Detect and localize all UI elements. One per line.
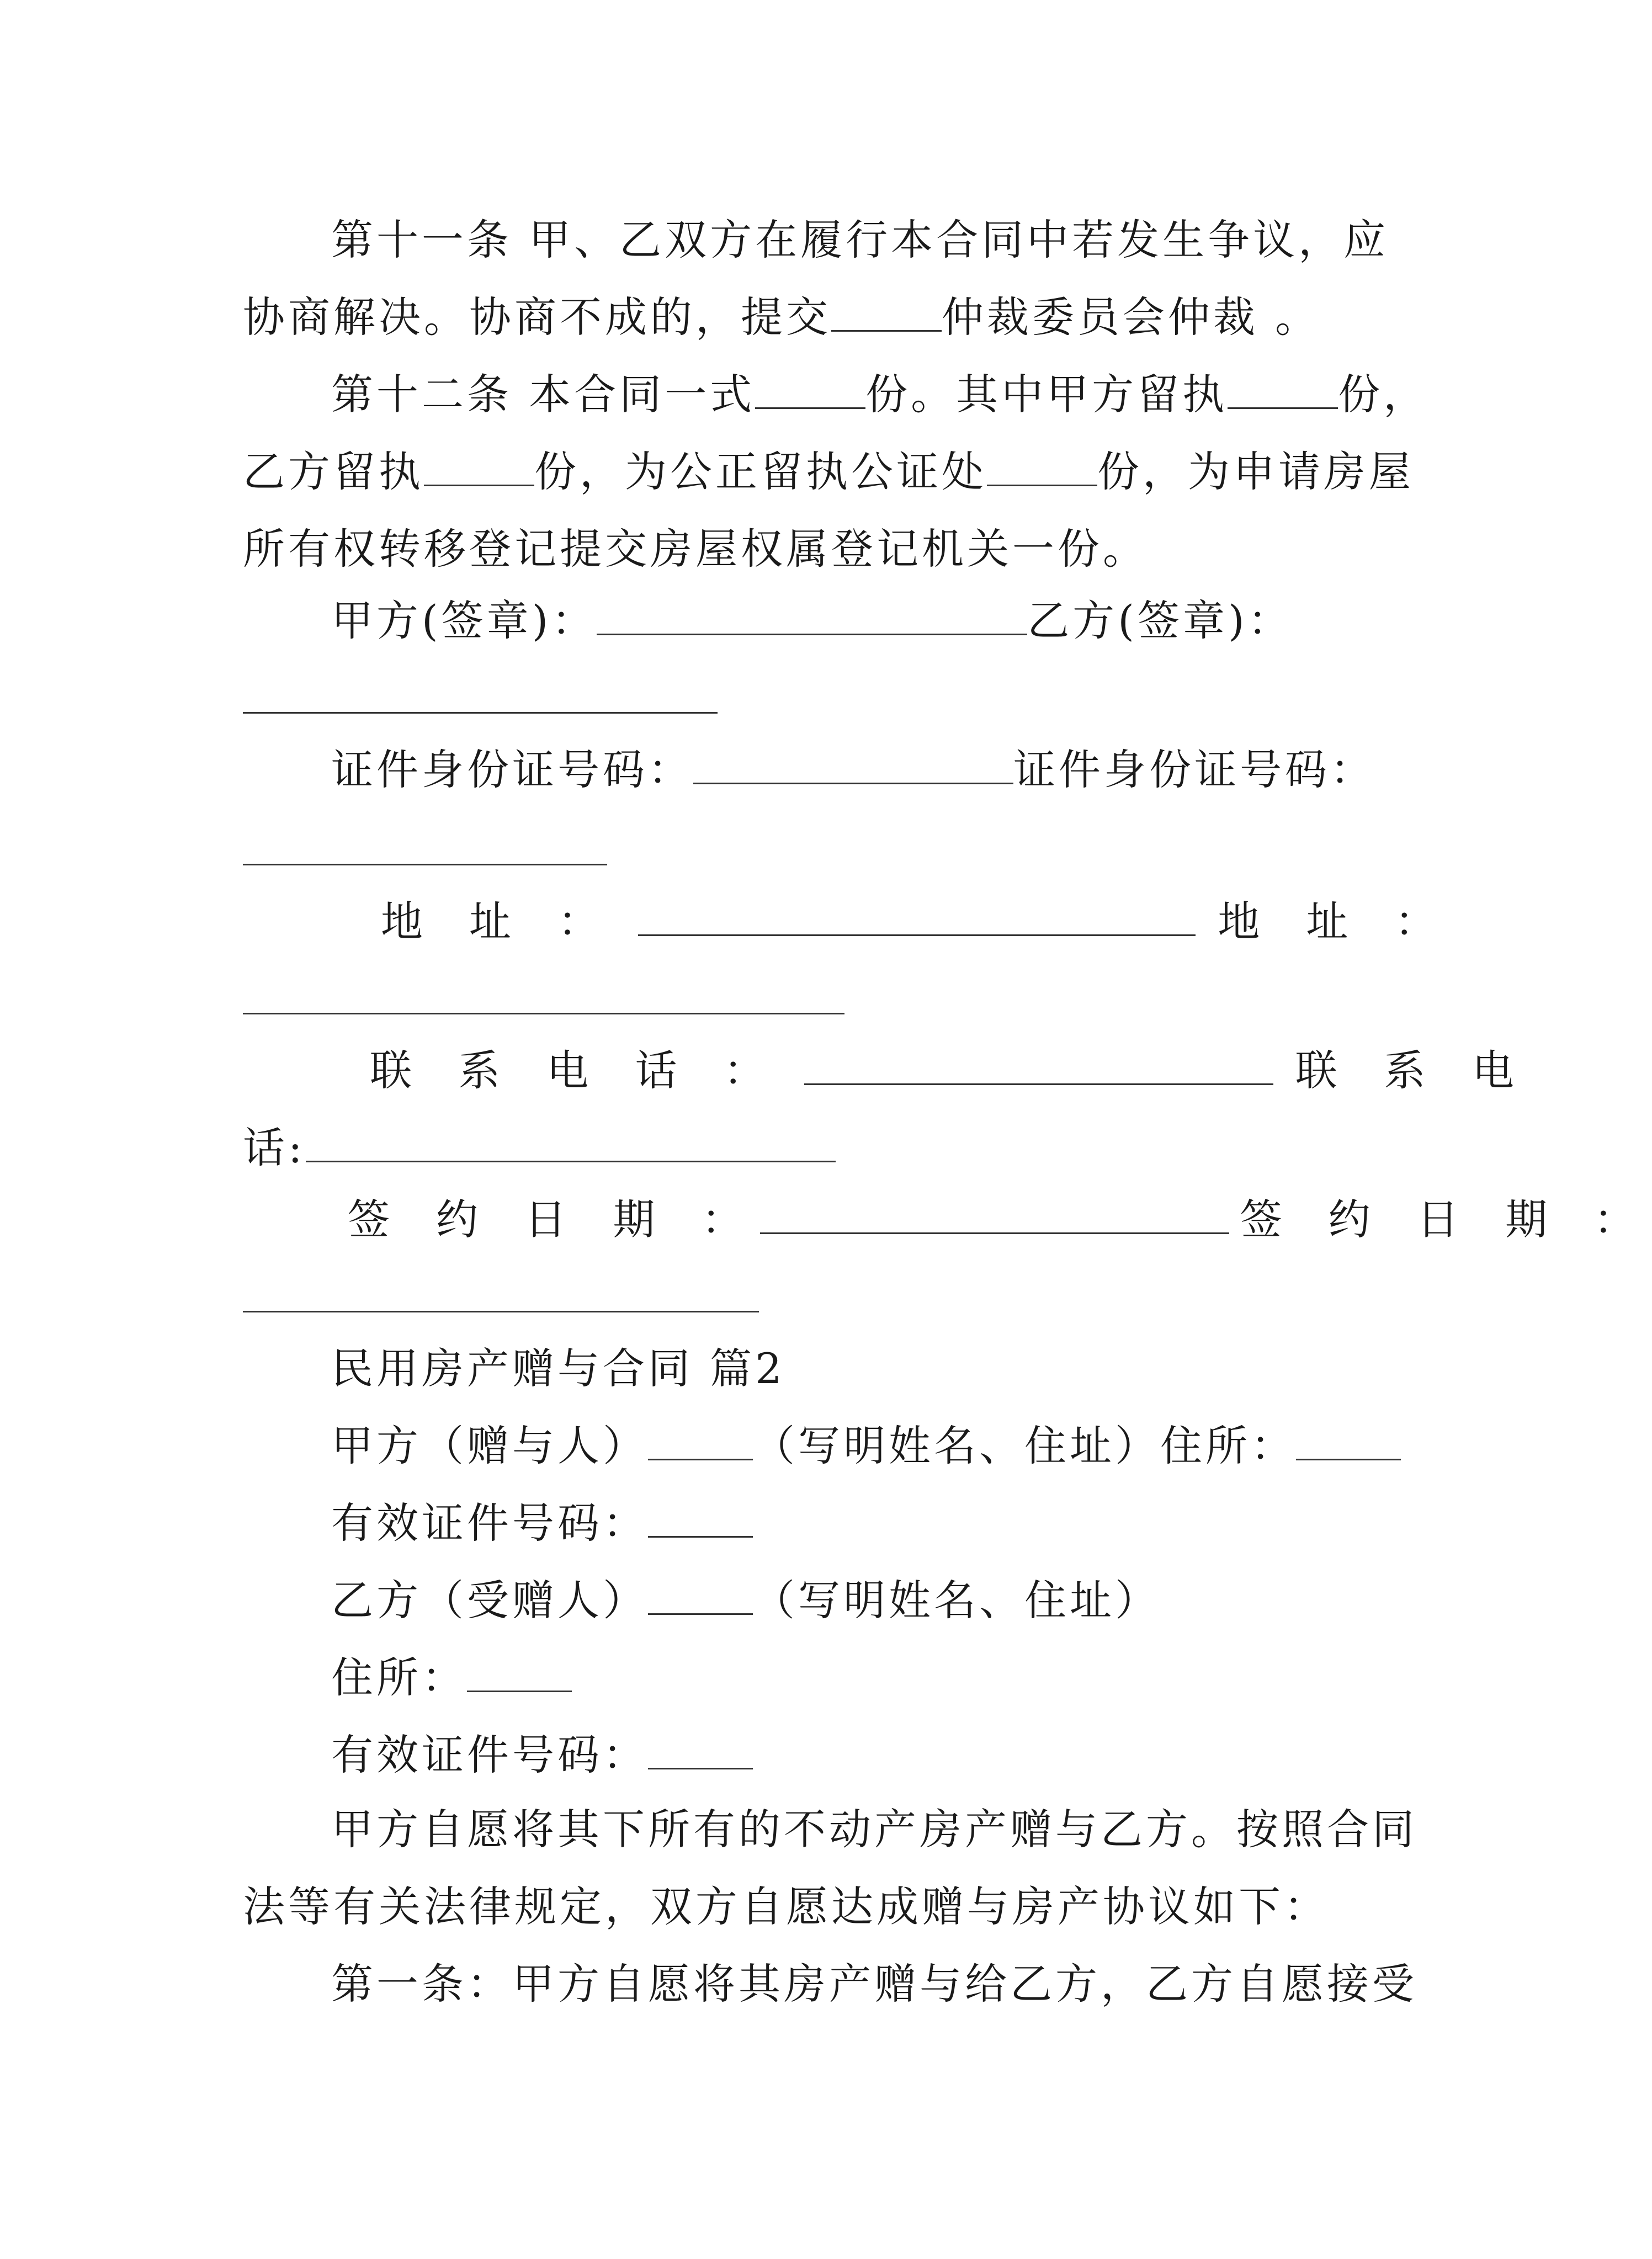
text: 甲方（赠与人）	[331, 1421, 648, 1470]
text: 民用房产赠与合同 篇2	[331, 1344, 785, 1393]
intro-line-2	[243, 1879, 1358, 1934]
text: （写明姓名、住址）	[753, 1576, 1160, 1625]
intro-line-1	[331, 1802, 1417, 1857]
fill-blank[interactable]	[831, 291, 942, 332]
donee-id-line	[331, 1728, 1358, 1783]
article-12-line-1	[331, 367, 1429, 422]
article-11-line-2	[243, 290, 1358, 345]
party-a-address-label: 地 址 ：	[381, 897, 617, 946]
text: 协商解决。协商不成的，提交	[243, 293, 831, 342]
fill-blank[interactable]	[424, 446, 534, 486]
text: （写明姓名、住址）住所：	[753, 1421, 1296, 1470]
party-b-id-label: 证件身份证号码：	[1013, 745, 1375, 794]
donor-line	[331, 1418, 1358, 1474]
text: 份，为申请房屋	[1097, 447, 1414, 496]
donee-name-field[interactable]	[648, 1575, 753, 1615]
article-1-line-1	[331, 1957, 1417, 2012]
fill-blank[interactable]	[755, 369, 865, 409]
text: 仲裁委员会仲裁 。	[942, 293, 1321, 342]
party-b-phone-label: 联 系 电	[1295, 1046, 1531, 1095]
party-b-signature-field[interactable]	[243, 712, 718, 714]
text: 第十一条 甲、乙双方在履行本合同中若发生争议，应	[331, 215, 1389, 264]
text: 乙方（受赠人）	[331, 1576, 648, 1625]
party-a-signature-line	[331, 593, 1358, 649]
party-b-date-label: 签 约 日 期 ：	[1240, 1195, 1652, 1244]
party-a-phone-label: 联 系 电 话 ：	[370, 1046, 782, 1095]
text: 乙方留执	[243, 447, 424, 496]
party-b-signature-label: 乙方(签章)：	[1027, 596, 1293, 645]
donee-address-line	[331, 1650, 1358, 1705]
party-a-id-label: 证件身份证号码：	[331, 745, 693, 794]
party-b-id-field[interactable]	[243, 864, 607, 865]
text: 甲方自愿将其下所有的不动产房产赠与乙方。按照合同	[331, 1805, 1417, 1854]
fill-blank[interactable]	[1228, 369, 1338, 409]
donee-residence-field[interactable]	[467, 1652, 572, 1692]
phone-line	[370, 1043, 1531, 1098]
party-b-phone-label-cont: 话:	[243, 1123, 306, 1172]
text: 法等有关法律规定，双方自愿达成赠与房产协议如下：	[243, 1882, 1329, 1931]
article-12-line-2	[243, 444, 1414, 499]
donor-residence-field[interactable]	[1296, 1420, 1401, 1460]
party-b-phone-field[interactable]	[306, 1122, 836, 1162]
donee-line	[331, 1573, 1358, 1628]
party-a-address-field[interactable]	[638, 896, 1196, 936]
text: 份，	[1338, 370, 1429, 419]
party-a-date-label: 签 约 日 期 ：	[348, 1195, 760, 1244]
party-b-date-field[interactable]	[243, 1311, 759, 1312]
address-line	[381, 894, 1453, 949]
text: 所有权转移登记提交房屋权属登记机关一份。	[243, 524, 1148, 573]
phone-line-2	[243, 1120, 1358, 1176]
text: 第十二条 本合同一式	[331, 370, 756, 419]
text: 第一条：甲方自愿将其房产赠与给乙方，乙方自愿接受	[331, 1959, 1417, 2008]
donor-id-line	[331, 1496, 1358, 1551]
sign-date-line	[348, 1192, 1652, 1247]
text: 有效证件号码：	[331, 1498, 648, 1548]
text: 份。其中甲方留执	[865, 370, 1228, 419]
party-a-signature-label: 甲方(签章)：	[331, 596, 597, 645]
section-title	[331, 1341, 1358, 1396]
text: 份，为公正留执公证处	[534, 447, 987, 496]
article-11-line-1	[331, 212, 1389, 268]
text: 有效证件号码：	[331, 1730, 648, 1779]
party-b-address-label: 地 址 ：	[1218, 897, 1453, 946]
donee-id-field[interactable]	[648, 1729, 753, 1769]
fill-blank[interactable]	[987, 446, 1097, 486]
party-b-address-field[interactable]	[243, 1013, 844, 1014]
donor-name-field[interactable]	[648, 1420, 753, 1460]
party-a-date-field[interactable]	[760, 1194, 1229, 1234]
text: 住所：	[331, 1653, 467, 1702]
donor-id-field[interactable]	[648, 1497, 753, 1538]
article-12-line-3	[243, 522, 1358, 577]
id-number-line	[331, 742, 1375, 798]
party-a-id-field[interactable]	[693, 744, 1013, 784]
party-a-phone-field[interactable]	[804, 1045, 1273, 1085]
party-a-signature-field[interactable]	[597, 595, 1027, 635]
